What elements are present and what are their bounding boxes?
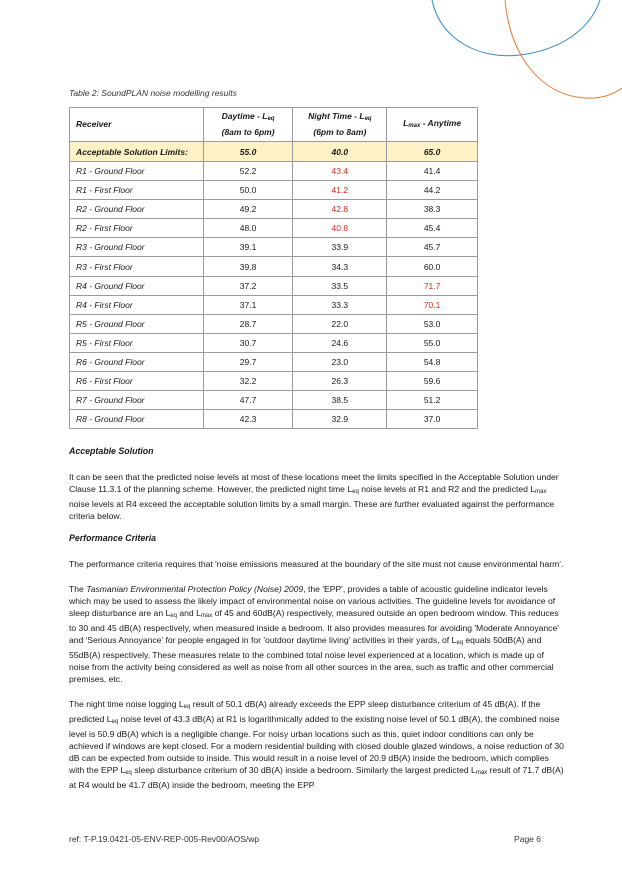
acceptable-solution-paragraph: It can be seen that the predicted noise levels at most of these locations meet the limits specified in the Acceptable Solution under Clause 11.3.1 of the planning scheme. However, the predicted night time Leq noise levels at R1 and R2 and the predicted Lmax noise levels at R4 exceed the acceptable solution limits by a small margin. These are further evaluated against the performance criteria below.	[69, 472, 559, 521]
receiver-cell: R5 - First Floor	[70, 333, 204, 352]
performance-paragraph-1: The performance criteria requires that 'noise emissions measured at the boundary of the site must not cause environmental harm'.	[69, 559, 564, 569]
daytime-leq-cell: 32.2	[203, 372, 293, 391]
daytime-leq-cell: 42.3	[203, 410, 293, 429]
table-row	[70, 295, 478, 314]
acceptable-solution-section	[69, 445, 564, 522]
lmax-cell: 44.2	[387, 181, 478, 200]
table-row	[70, 257, 478, 276]
receiver-cell: R7 - Ground Floor	[70, 391, 204, 410]
header-receiver: Receiver	[70, 108, 204, 142]
table-caption: Table 2: SoundPLAN noise modelling results	[69, 88, 237, 98]
lmax-cell: 37.0	[387, 410, 478, 429]
performance-criteria-section	[69, 532, 564, 791]
daytime-leq-cell: 37.2	[203, 276, 293, 295]
noise-results-table	[69, 107, 478, 429]
document-reference: ref: T-P.19.0421-05-ENV-REP-005-Rev00/AOS/wp	[69, 834, 260, 844]
night-leq-cell: 40.8	[293, 219, 387, 238]
night-leq-cell: 33.3	[293, 295, 387, 314]
night-leq-cell: 32.9	[293, 410, 387, 429]
table-row	[70, 162, 478, 181]
receiver-cell: R8 - Ground Floor	[70, 410, 204, 429]
daytime-leq-cell: 52.2	[203, 162, 293, 181]
table-row	[70, 333, 478, 352]
night-leq-cell: 24.6	[293, 333, 387, 352]
lmax-cell: 70.1	[387, 295, 478, 314]
night-leq-cell: 34.3	[293, 257, 387, 276]
daytime-leq-cell: 30.7	[203, 333, 293, 352]
night-leq-cell: 23.0	[293, 352, 387, 371]
daytime-leq-cell: 39.1	[203, 238, 293, 257]
table-row	[70, 352, 478, 371]
acceptable-limits-row	[70, 142, 478, 162]
night-leq-cell: 41.2	[293, 181, 387, 200]
lmax-cell: 55.0	[387, 333, 478, 352]
acceptable-solution-heading: Acceptable Solution	[69, 446, 154, 456]
lmax-cell: 45.4	[387, 219, 478, 238]
lmax-cell: 59.6	[387, 372, 478, 391]
receiver-cell: R5 - Ground Floor	[70, 314, 204, 333]
limit-day: 55.0	[203, 142, 293, 162]
performance-paragraph-3: The night time noise logging Leq result of 50.1 dB(A) already exceeds the EPP sleep disturbance criterium of 45 dB(A). If the predicted Leq noise level of 43.3 dB(A) at R1 is logarithmically added to the existing noise level of 50.1 dB(A), the combined noise level is 50.9 dB(A) which is a negligible change. For noisy urban locations such as this, quiet indoor conditions can only be achieved if windows are kept closed. For a modern residential building with closed double glazed windows, a noise reduction of 30 dB can be expected from outside to inside. This would result in a noise level of 20.9 dB(A) inside the bedroom, which complies with the EPP Leq sleep disturbance criterium of 30 dB(A) inside a bedroom. Similarly the largest predicted Lmax result of 71.7 dB(A) at R4 would be 41.7 dB(A) inside the bedroom, meeting the EPP	[69, 699, 564, 790]
daytime-leq-cell: 29.7	[203, 352, 293, 371]
lmax-cell: 54.8	[387, 352, 478, 371]
table-row	[70, 219, 478, 238]
page-footer	[69, 834, 541, 844]
night-leq-cell: 26.3	[293, 372, 387, 391]
performance-paragraph-2: The Tasmanian Environmental Protection Policy (Noise) 2009, the 'EPP', provides a table of acoustic guideline indicator levels which may be used to assess the likely impact of environmental noise on various activities. The guideline levels for avoidance of sleep disturbance are an Leq and Lmax of 45 and 60dB(A) respectively, measured outside an open bedroom window. This reduces to 30 and 45 dB(A) respectively, when measured inside a bedroom. It also provides measures for avoiding 'Moderate Annoyance' and 'Serious Annoyance' for people engaged in for 'outdoor daytime living' activities in their yards, of Leq equals 50dB(A) and 55dB(A) respectively. These measures relate to the combined total noise level experienced at a location, which is made up of noise from the activity being considered as well as noise from all other sources in the area, such as traffic and other commercial premises, etc.	[69, 584, 559, 684]
daytime-leq-cell: 39.8	[203, 257, 293, 276]
limits-label: Acceptable Solution Limits:	[70, 142, 204, 162]
lmax-cell: 53.0	[387, 314, 478, 333]
lmax-cell: 60.0	[387, 257, 478, 276]
receiver-cell: R2 - Ground Floor	[70, 200, 204, 219]
daytime-leq-cell: 50.0	[203, 181, 293, 200]
header-night-time: Night Time - Leq (6pm to 8am)	[293, 108, 387, 142]
lmax-cell: 71.7	[387, 276, 478, 295]
limit-night: 40.0	[293, 142, 387, 162]
night-leq-cell: 43.4	[293, 162, 387, 181]
night-leq-cell: 38.5	[293, 391, 387, 410]
receiver-cell: R6 - First Floor	[70, 372, 204, 391]
daytime-leq-cell: 37.1	[203, 295, 293, 314]
table-row	[70, 238, 478, 257]
table-row	[70, 391, 478, 410]
table-row	[70, 314, 478, 333]
limit-lmax: 65.0	[387, 142, 478, 162]
daytime-leq-cell: 49.2	[203, 200, 293, 219]
receiver-cell: R4 - First Floor	[70, 295, 204, 314]
table-row	[70, 410, 478, 429]
receiver-cell: R4 - Ground Floor	[70, 276, 204, 295]
lmax-cell: 51.2	[387, 391, 478, 410]
performance-criteria-heading: Performance Criteria	[69, 533, 157, 543]
daytime-leq-cell: 48.0	[203, 219, 293, 238]
receiver-cell: R1 - Ground Floor	[70, 162, 204, 181]
table-row	[70, 200, 478, 219]
night-leq-cell: 33.9	[293, 238, 387, 257]
page-number: Page 6	[514, 834, 541, 844]
receiver-cell: R6 - Ground Floor	[70, 352, 204, 371]
table-row	[70, 181, 478, 200]
receiver-cell: R3 - Ground Floor	[70, 238, 204, 257]
receiver-cell: R3 - First Floor	[70, 257, 204, 276]
header-lmax: Lmax - Anytime	[387, 108, 478, 142]
table-header-row	[70, 108, 478, 142]
table-row	[70, 372, 478, 391]
lmax-cell: 38.3	[387, 200, 478, 219]
lmax-cell: 41.4	[387, 162, 478, 181]
receiver-cell: R2 - First Floor	[70, 219, 204, 238]
night-leq-cell: 22.0	[293, 314, 387, 333]
lmax-cell: 45.7	[387, 238, 478, 257]
night-leq-cell: 42.8	[293, 200, 387, 219]
daytime-leq-cell: 28.7	[203, 314, 293, 333]
night-leq-cell: 33.5	[293, 276, 387, 295]
daytime-leq-cell: 47.7	[203, 391, 293, 410]
table-row	[70, 276, 478, 295]
receiver-cell: R1 - First Floor	[70, 181, 204, 200]
header-daytime: Daytime - Leq (8am to 6pm)	[203, 108, 293, 142]
